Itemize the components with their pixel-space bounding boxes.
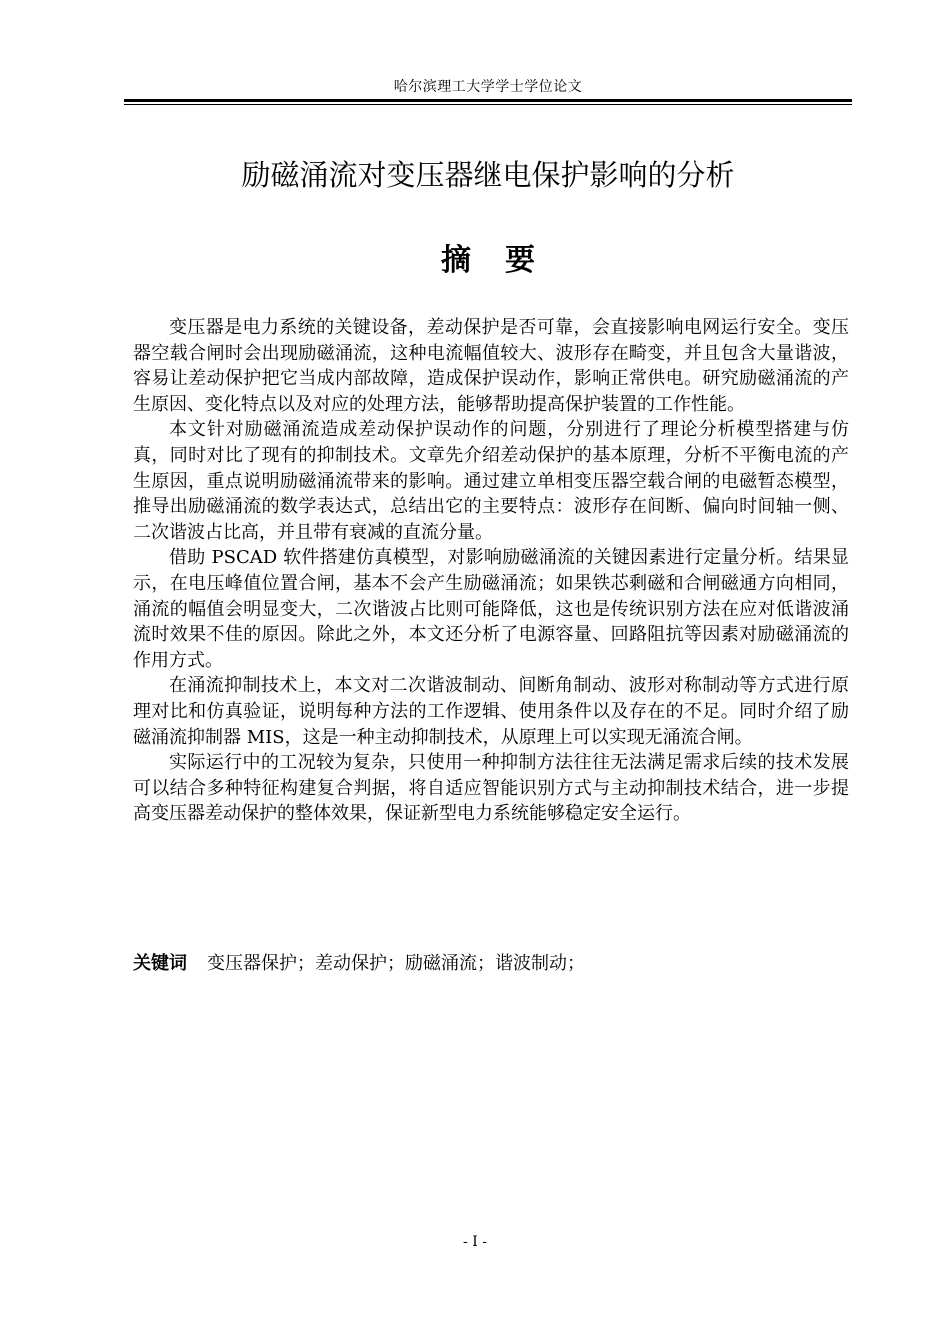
abstract-paragraph: 本文针对励磁涌流造成差动保护误动作的问题，分别进行了理论分析模型搭建与仿真，同时对比了现有的抑制技术。文章先介绍差动保护的基本原理，分析不平衡电流的产生原因，重点说明励磁涌流带来的影响。通过建立单相变压器空载合闸的电磁暂态模型，推导出励磁涌流的数学表达式，总结出它的主要特点：波形存在间断、偏向时间轴一侧、二次谐波占比高，并且带有衰减的直流分量。	[133, 419, 849, 543]
running-header: 哈尔滨理工大学学士学位论文	[393, 79, 583, 95]
header-rule-thin	[124, 104, 852, 105]
abstract-body	[133, 315, 849, 827]
page-number: - I -	[463, 1234, 487, 1250]
thesis-title: 励磁涌流对变压器继电保护影响的分析	[241, 158, 735, 192]
abstract-paragraph: 借助 PSCAD 软件搭建仿真模型，对影响励磁涌流的关键因素进行定量分析。结果显示，在电压峰值位置合闸，基本不会产生励磁涌流；如果铁芯剩磁和合闸磁通方向相同，涌流的幅值会明显变大，二次谐波占比则可能降低，这也是传统识别方法在应对低谐波涌流时效果不佳的原因。除此之外，本文还分析了电源容量、回路阻抗等因素对励磁涌流的作用方式。	[133, 547, 849, 671]
keywords-line	[133, 951, 849, 977]
abstract-paragraph: 变压器是电力系统的关键设备，差动保护是否可靠，会直接影响电网运行安全。变压器空载合闸时会出现励磁涌流，这种电流幅值较大、波形存在畸变，并且包含大量谐波，容易让差动保护把它当成内部故障，造成保护误动作，影响正常供电。研究励磁涌流的产生原因、变化特点以及对应的处理方法，能够帮助提高保护装置的工作性能。	[133, 317, 849, 415]
keywords-label: 关键词	[133, 953, 187, 974]
abstract-paragraph: 在涌流抑制技术上，本文对二次谐波制动、间断角制动、波形对称制动等方式进行原理对比和仿真验证，说明每种方法的工作逻辑、使用条件以及存在的不足。同时介绍了励磁涌流抑制器 MIS，这是一种主动抑制技术，从原理上可以实现无涌流合闸。	[133, 675, 849, 748]
header-rule-thick	[124, 99, 852, 102]
abstract-heading: 摘要	[441, 243, 569, 278]
keywords-text: 变压器保护；差动保护；励磁涌流；谐波制动；	[207, 953, 585, 974]
abstract-paragraph: 实际运行中的工况较为复杂，只使用一种抑制方法往往无法满足需求后续的技术发展可以结合多种特征构建复合判据，将自适应智能识别方式与主动抑制技术结合，进一步提高变压器差动保护的整体效果，保证新型电力系统能够稳定安全运行。	[133, 752, 849, 825]
